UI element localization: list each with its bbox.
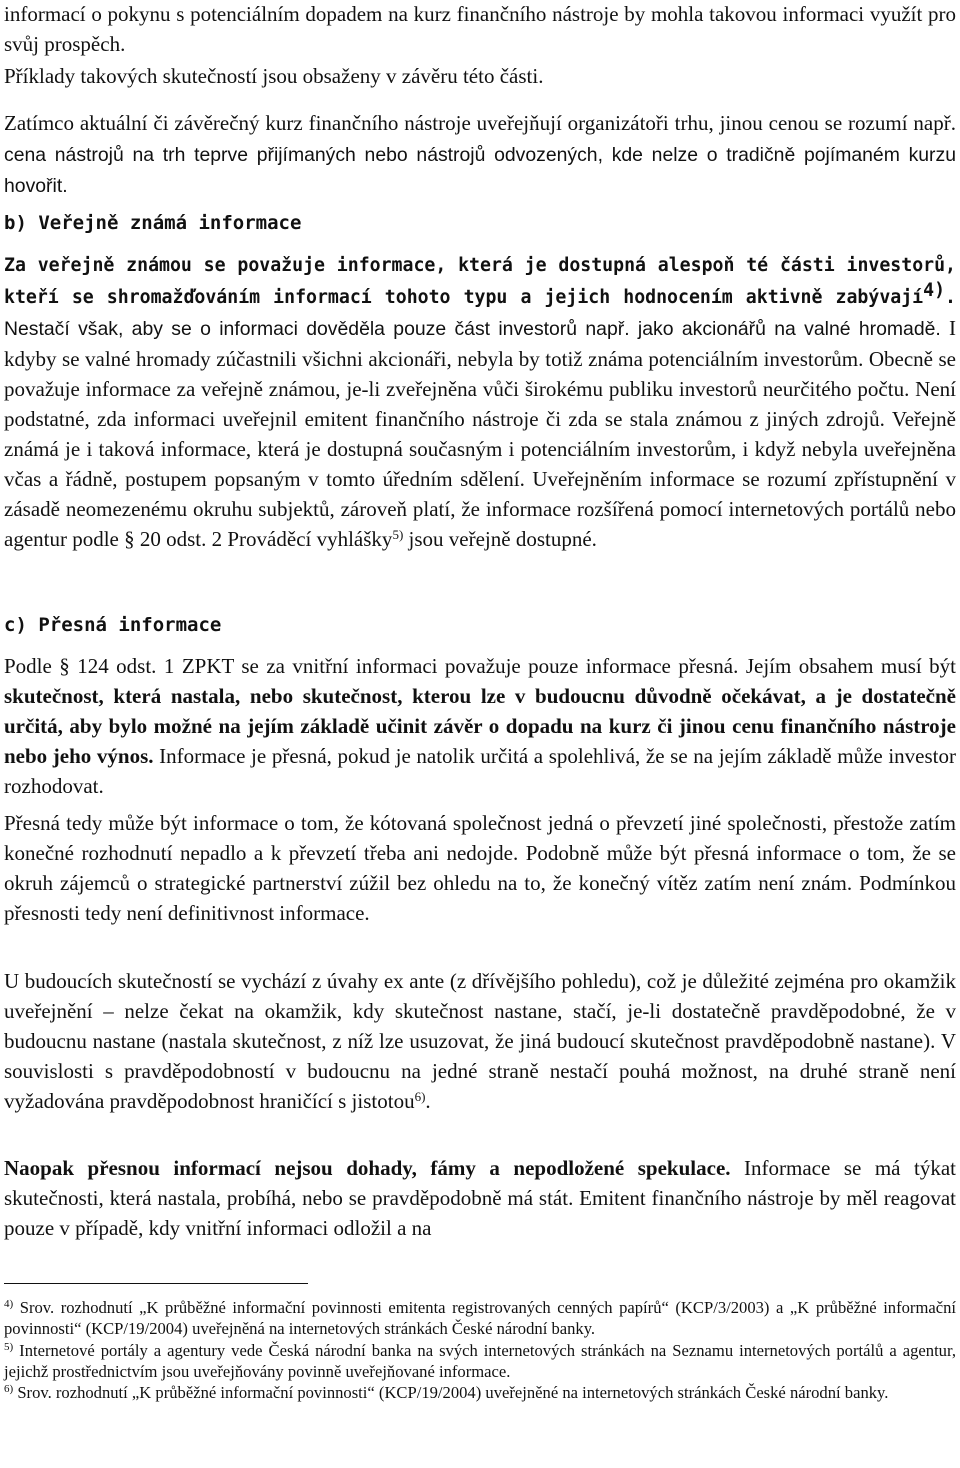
- paragraph-top: informací o pokynu s potenciálním dopadem na kurz finančního nástroje by mohla takovou informaci využít pro svůj prospěch.: [4, 2, 956, 56]
- footnote-4: $^{4)}$ Srov. rozhodnutí „K průběžné informační povinnosti emitenta registrovaných cenných papírů“ (KCP/3/2003) a „K průběžné informační povinnosti“ (KCP/19/2004) uveřejněná na internetových stránkách České národní banky.: [4, 1298, 956, 1339]
- heading-c: c) Přesná informace: [4, 614, 222, 636]
- paragraph-examples: Příklady takových skutečností jsou obsaženy v závěru této části.: [4, 64, 544, 88]
- heading-b: b) Veřejně známá informace: [4, 212, 302, 234]
- paragraph-zatimco: Zatímco aktuální či závěrečný kurz finančního nástroje uveřejňují organizátoři trhu, jinou cenou se rozumí např. cena nástrojů na trh teprve přijímaných nebo nástrojů odvozených, kde nelze o tradičně pojímaném kurzu hovořit.: [4, 111, 956, 197]
- footnote-5: $^{5)}$ Internetové portály a agentury vede Česká národní banka na svých internetových stránkách na Seznamu internetových portálů a agentur, jejichž prostřednictvím jsou uveřejňovány povinně uveřejňované informace.: [4, 1340, 956, 1381]
- footnote-separator: [4, 1283, 308, 1284]
- paragraph-presna: Přesná tedy může být informace o tom, že kótovaná společnost jedná o převzetí jiné společnosti, přestože zatím konečné rozhodnutí nepadlo a k převzetí třeba ani nedojde. Podobně může být přesná informace o tom, že se okruh zájemců o strategické partnerství zúžil bez ohledu na to, že konečný vítěz zatím není znám. Podmínkou přesnosti tedy není definitivnost informace.: [4, 811, 956, 925]
- paragraph-naopak: Naopak přesnou informací nejsou dohady, fámy a nepodložené spekulace. Informace se má týkat skutečnosti, která nastala, probíhá, nebo se pravděpodobně má stát. Emitent finančního nástroje by měl reagovat pouze v případě, kdy vnitřní informaci odložil a na: [4, 1156, 957, 1240]
- footnotes: [4, 1297, 956, 1403]
- paragraph-c: Podle § 124 odst. 1 ZPKT se za vnitřní informaci považuje pouze informace přesná. Jejím obsahem musí být skutečnost, která nastala, nebo skutečnost, kterou lze v budoucnu důvodně očekávat, a je dostatečně určitá, aby bylo možné na jejím základě učinit závěr o dopadu na kurz či jinou cenu finančního nástroje nebo jeho výnos. Informace je přesná, pokud je natolik určitá a spolehlivá, že se na jejím základě může investor rozhodovat.: [4, 654, 956, 798]
- paragraph-b: Za veřejně známou se považuje informace, která je dostupná alespoň té části investorů, kteří se shromažďováním informací tohoto typu a jejich hodnocením aktivně zabývají$^{4)}$. Nestačí však, aby se o informaci dověděla pouze část investorů např. jako akcionářů na valné hromadě. I kdyby se valné hromady zúčastnili všichni akcionáři, nebyla by totiž známa potenciálním investorům. Obecně se považuje informace za veřejně známou, je-li zveřejněna vůči širokému publiku investorů neurčitého počtu. Není podstatné, zda informaci uveřejnil emitent finančního nástroje či zda se stala známou z jiných zdrojů. Veřejně známá je i taková informace, která je dostupná současným i potenciálním investorům, i když nebyla uveřejněna včas a řádně, postupem popsaným v tomto úředním sdělení. Uveřejněním informace se rozumí zpřístupnění v zásadě neomezenému okruhu subjektů, zároveň platí, že informace rozšířená pomocí internetových portálů nebo agentur podle § 20 odst. 2 Prováděcí vyhlášky$^{5)}$ jsou veřejně dostupné.: [4, 255, 956, 551]
- footnote-6: $^{6)}$ Srov. rozhodnutí „K průběžné informační povinnosti“ (KCP/19/2004) uveřejněné na internetových stránkách České národní banky.: [4, 1383, 889, 1403]
- paragraph-budoucich: U budoucích skutečností se vychází z úvahy ex ante (z dřívějšího pohledu), což je důležité zejména pro okamžik uveřejnění – nelze čekat na okamžik, kdy skutečnost nastane, stačí, je-li dostatečně pravděpodobné, že v budoucnu nastane (nastala skutečnost, z níž lze usuzovat, že jiná budoucí skutečnost pravděpodobně nastane). V souvislosti s pravděpodobností v budoucnu na jedné straně nestačí pouhá možnost, na druhé straně není vyžadována pravděpodobnost hraničící s jistotou$^{6)}$.: [4, 969, 956, 1113]
